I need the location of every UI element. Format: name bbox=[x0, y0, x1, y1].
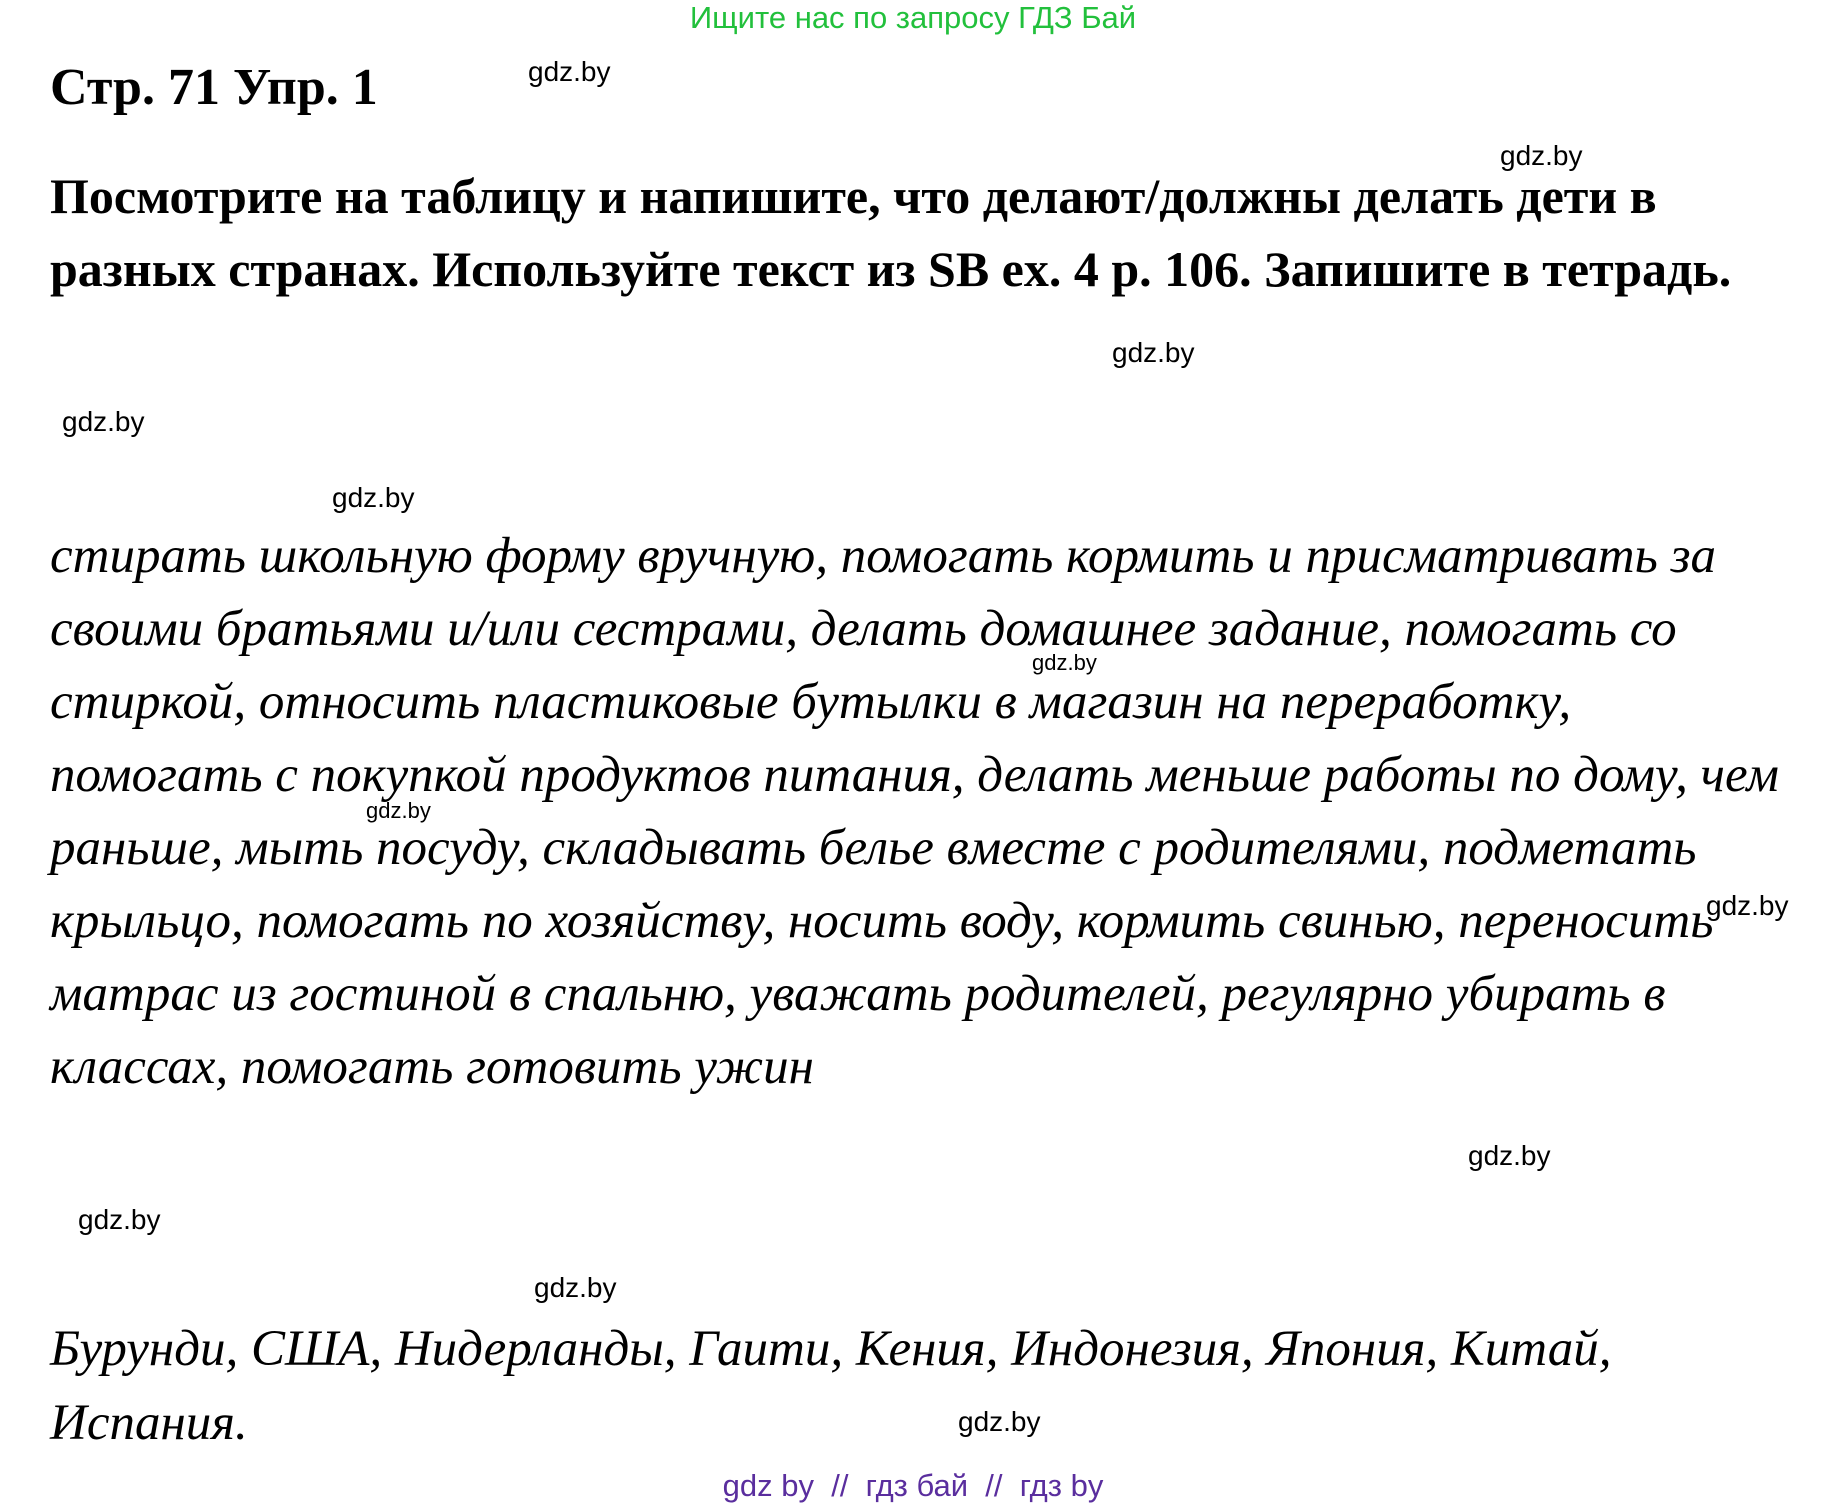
countries-list: Бурунди, США, Нидерланды, Гаити, Кения, Индонезия, Япония, Китай, Испания. bbox=[50, 1321, 1612, 1451]
watermark: gdz.by bbox=[528, 56, 611, 87]
watermark: gdz.by bbox=[1112, 337, 1195, 368]
search-hint-banner: Ищите нас по запросу ГДЗ Бай bbox=[689, 0, 1137, 35]
watermark: gdz.by bbox=[534, 1272, 617, 1303]
watermark: gdz.by bbox=[366, 798, 431, 823]
watermark: gdz.by bbox=[958, 1406, 1041, 1437]
site-footer bbox=[0, 1470, 1826, 1502]
page-title: Стр. 71 Упр. 1 bbox=[50, 59, 378, 116]
watermark: gdz.by bbox=[1500, 140, 1583, 171]
watermark: gdz.by bbox=[1468, 1140, 1551, 1171]
watermark: gdz.by bbox=[332, 482, 415, 513]
watermark: gdz.by bbox=[1706, 890, 1789, 921]
watermark: gdz.by bbox=[1032, 650, 1097, 675]
exercise-instructions: Посмотрите на таблицу и напишите, что делают/должны делать дети в разных странах. Используйте текст из SB ex. 4 p. 106. Запишите в тетрадь. bbox=[50, 168, 1732, 297]
answer-text: стирать школьную форму вручную, помогать кормить и присматривать за своими братьями и/или сестрами, делать домашнее задание, помогать со стиркой, относить пластиковые бутылки в магазин на переработку, помогать с покупкой продуктов питания, делать меньше работы по дому, чем раньше, мыть посуду, складывать белье вместе с родителями, подметать крыльцо, помогать по хозяйству, носить воду, кормить свинью, переносить матрас из гостиной в спальню, уважать родителей, регулярно убирать в классах, помогать готовить ужин bbox=[50, 528, 1779, 1095]
watermark: gdz.by bbox=[62, 406, 145, 437]
footer-text: gdz by // гдз бай // гдз by bbox=[722, 1468, 1104, 1503]
watermark: gdz.by bbox=[78, 1204, 161, 1235]
